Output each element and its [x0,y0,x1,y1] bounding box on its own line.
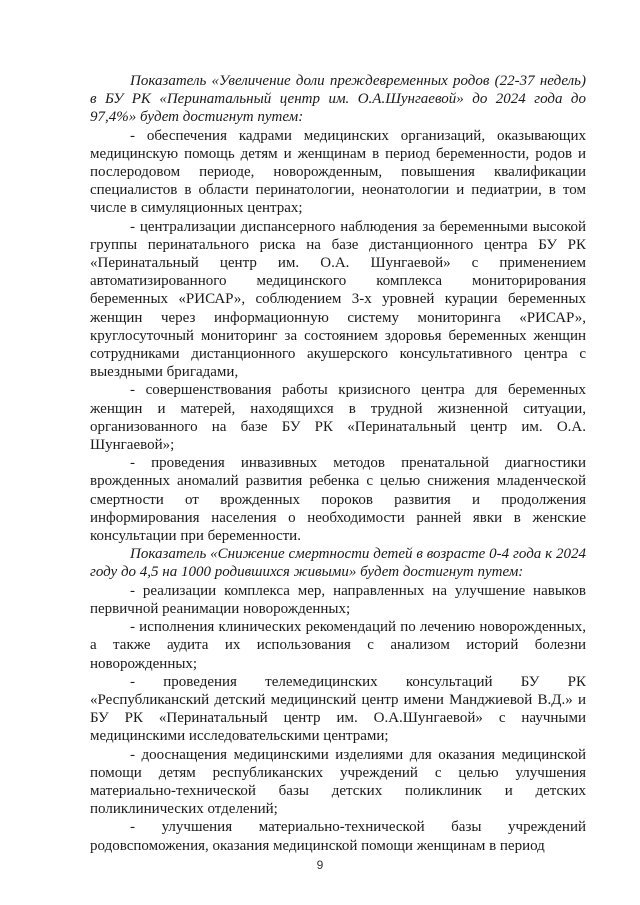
list-item: - исполнения клинических рекомендаций по лечению новорожденных, а также аудита их использования с анализом историй болезни новорожденных; [90,619,586,672]
list-item: - централизации диспансерного наблюдения за беременными высокой группы перинатального риска на базе дистанционного центра БУ РК «Перинатальный центр им. О.А. Шунгаевой» с применением автоматизированного медицинского комплекса мониторирования беременных «РИСАР», соблюдением 3-х уровней курации беременных женщин через информационную систему мониторинга «РИСАР», круглосуточный мониторинг за состоянием здоровья беременных женщин сотрудниками дистанционного акушерского консультативного центра с выездными бригадами, [90,218,586,381]
list-item: - улучшения материально-технической базы учреждений родовспоможения, оказания медицинской помощи женщинам в период [90,819,586,854]
indicator-heading-2: Показатель «Снижение смертности детей в возрасте 0-4 года к 2024 году до 4,5 на 1000 родившихся живыми» будет достигнут путем: [90,546,586,581]
list-item: - совершенствования работы кризисного центра для беременных женщин и матерей, находящихся в трудной жизненной ситуации, организованного на базе БУ РК «Перинатальный центр им. О.А. Шунгаевой»; [90,382,586,454]
list-item: - дооснащения медицинскими изделиями для оказания медицинской помощи детям республиканских учреждений с целью улучшения материально-технической базы детских поликлиник и детских поликлинических отделений; [90,746,586,818]
page-number: 9 [316,858,324,872]
indicator-heading-1: Показатель «Увеличение доли преждевременных родов (22-37 недель) в БУ РК «Перинатальный центр им. О.А.Шунгаевой» до 2024 года до 97,4%» будет достигнут путем: [90,73,586,126]
list-item: - реализации комплекса мер, направленных на улучшение навыков первичной реанимации новорожденных; [90,582,586,617]
list-item: - проведения инвазивных методов пренатальной диагностики врожденных аномалий развития ребенка с целью снижения младенческой смертности от врожденных пороков развития и продолжения информирования населения о необходимости ранней явки в женские консультации при беременности. [90,455,586,545]
list-item: - обеспечения кадрами медицинских организаций, оказывающих медицинскую помощь детям и женщинам в период беременности, родов и послеродовом периоде, новорожденным, повышения квалификации специалистов в области перинатологии, неонатологии и педиатрии, в том числе в симуляционных центрах; [90,127,586,217]
document-body [90,72,586,855]
list-item: - проведения телемедицинских консультаций БУ РК «Республиканский детский медицинский центр имени Манджиевой В.Д.» и БУ РК «Перинатальный центр им. О.А.Шунгаевой» с научными медицинскими исследовательскими центрами; [90,673,586,745]
